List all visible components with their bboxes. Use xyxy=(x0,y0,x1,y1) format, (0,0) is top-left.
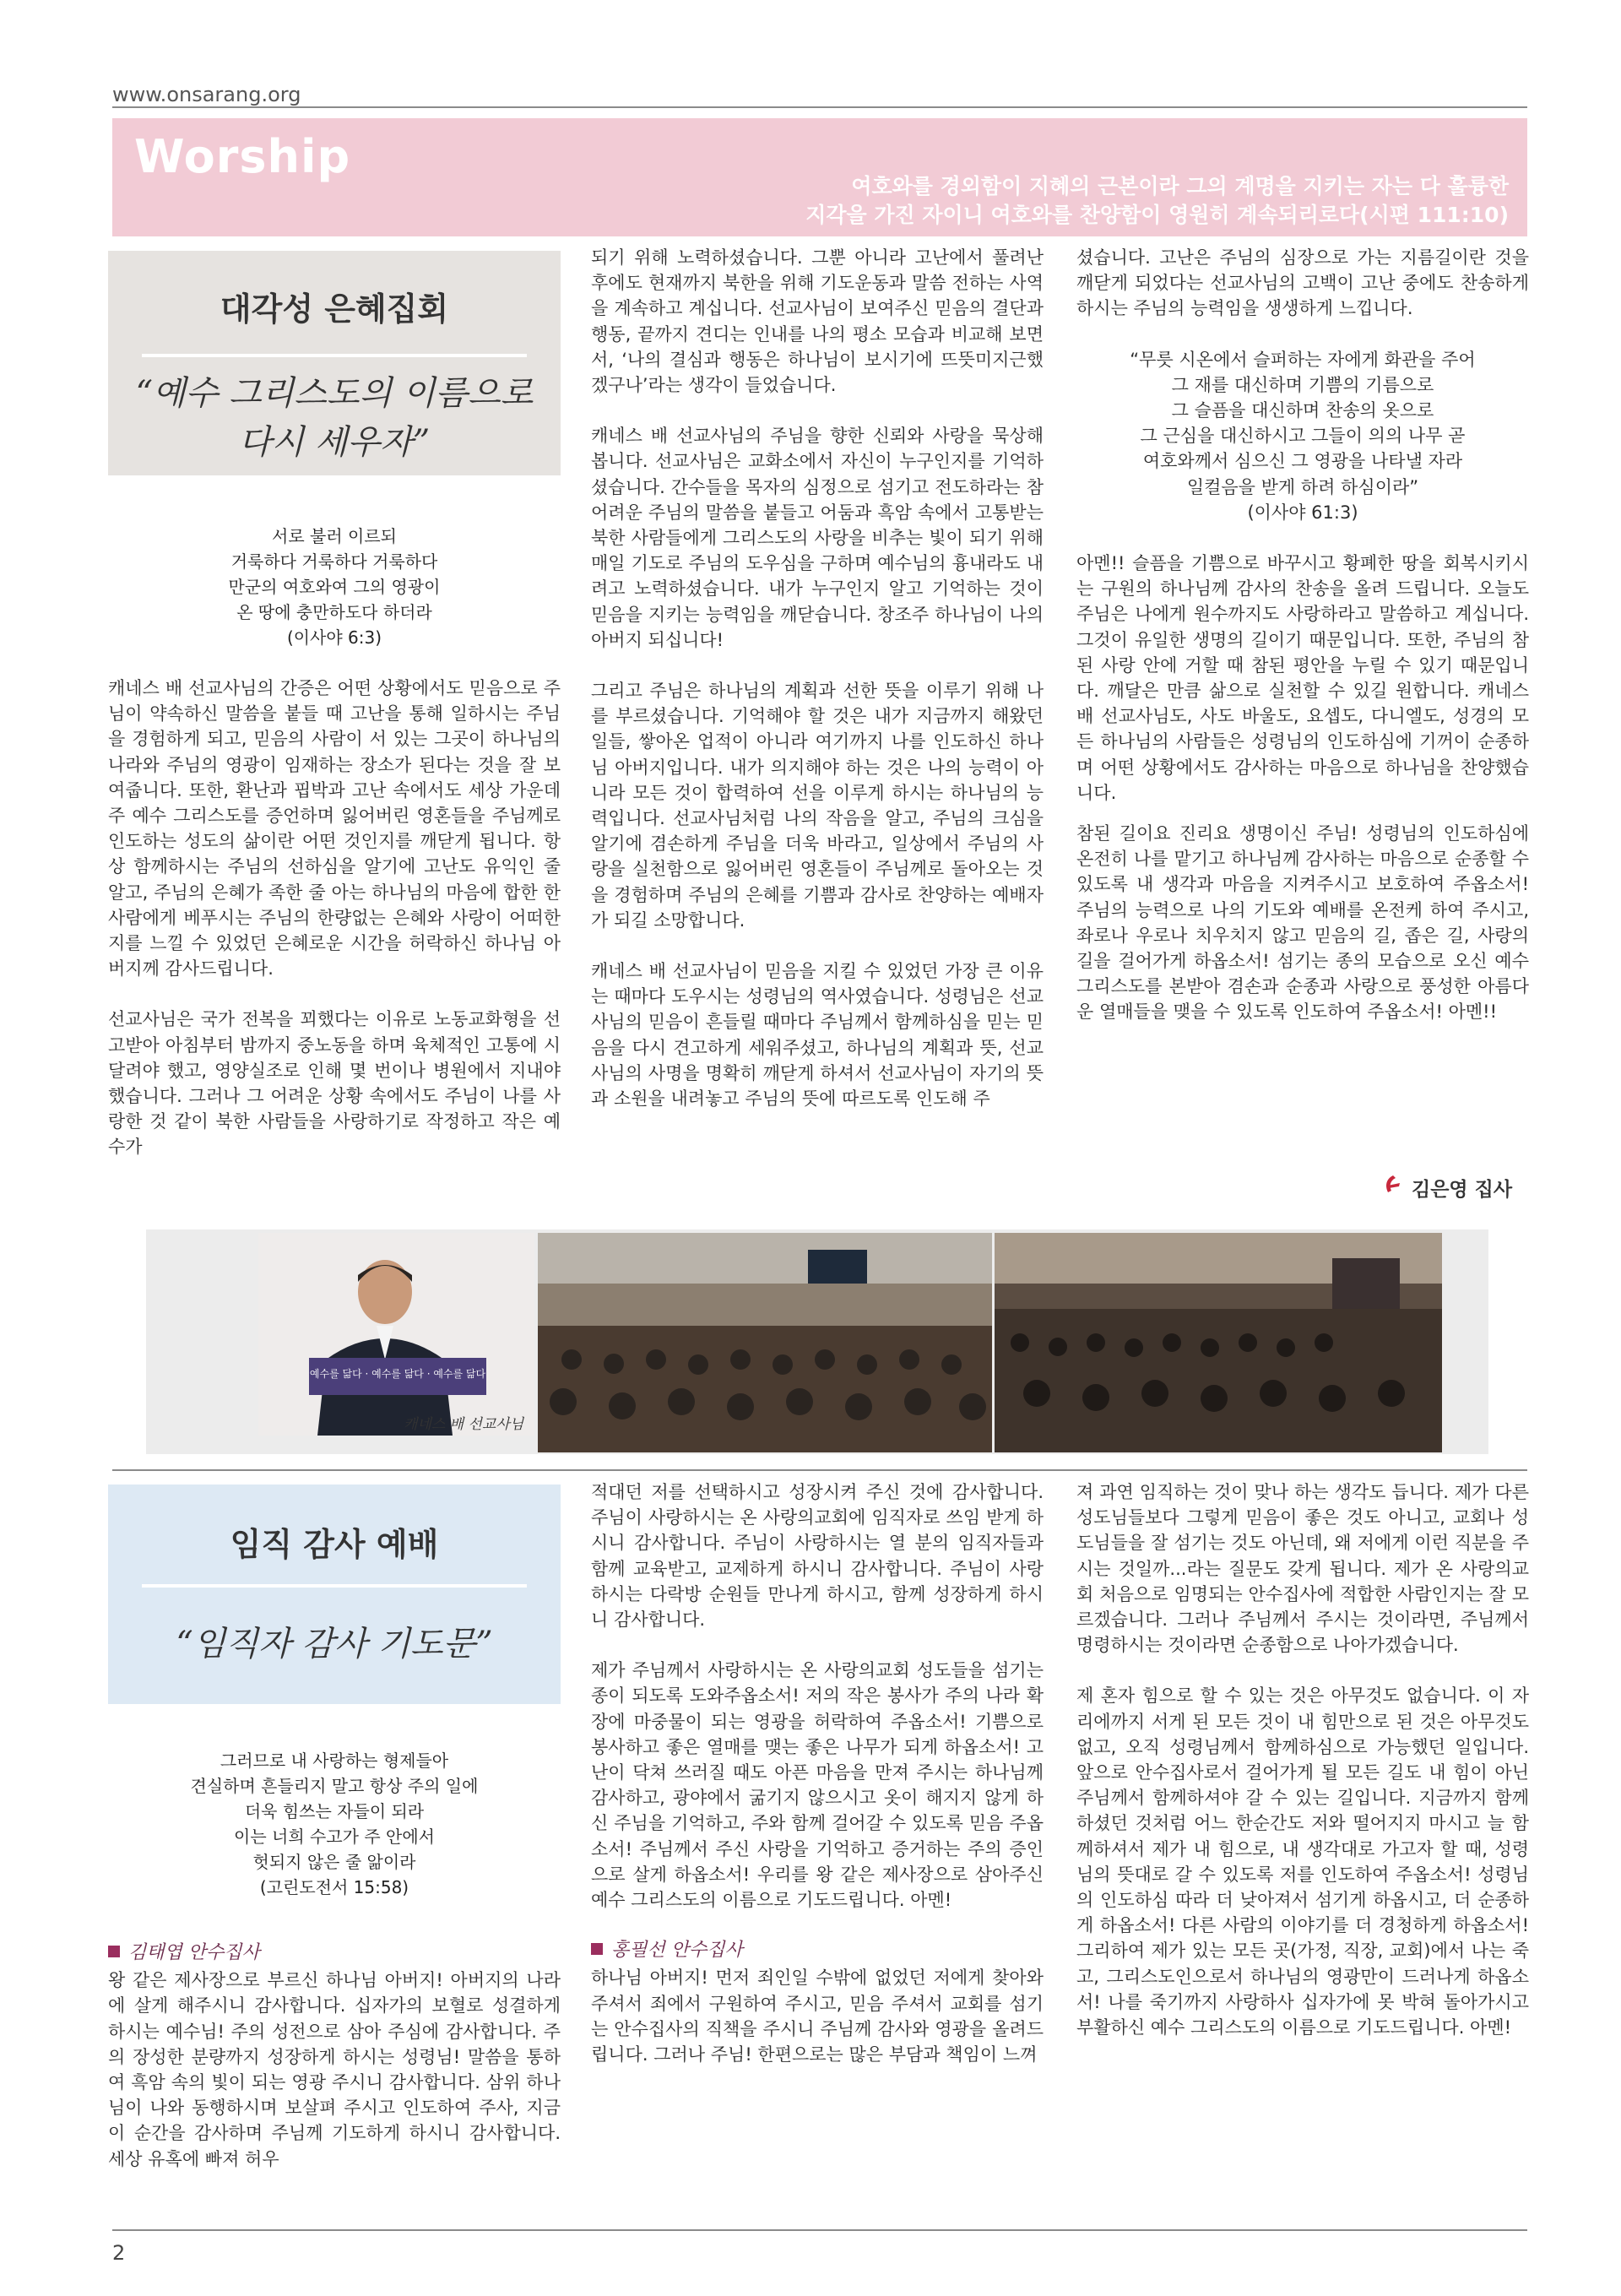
article2-subtitle: “임직자 감사 기도문” xyxy=(176,1625,493,1664)
article1-scripture: 서로 불러 이르되 거룩하다 거룩하다 거룩하다 만군의 여호와여 그의 영광이 온 땅에 충만하도다 하더라 (이사야 6:3) xyxy=(228,526,441,648)
article1-column-3 xyxy=(1076,245,1529,1025)
paragraph: 아멘!! 슬픔을 기쁨으로 바꾸시고 황폐한 땅을 회복시키시는 구원의 하나님께 감사의 찬송을 올려 드립니다. 오늘도 주님은 나에게 원수까지도 사랑하라고 말씀하고 계십니다. 그것이 유일한 생명의 길이기 때문입니다. 또한, 주님의 참된 사랑 안에 거할 때 참된 평안을 누릴 수 있기 때문입니다. 깨달은 만큼 삶으로 실천할 수 있길 원합니다. 캐네스 배 선교사님도, 사도 바울도, 요셉도, 다니엘도, 성경의 모든 하나님의 사람들은 성령님의 인도하심에 기꺼이 순종하며 어떤 상황에서도 감사하는 마음으로 하나님을 찬양했습니다. xyxy=(1076,553,1529,803)
paragraph: 캐네스 배 선교사님의 간증은 어떤 상황에서도 믿음으로 주님이 약속하신 말씀을 붙들 때 고난을 통해 일하시는 주님을 경험하게 되고, 믿음의 사람이 서 있는 그곳이 하나님의 나라와 주님의 영광이 임재하는 장소가 된다는 것을 잘 보여줍니다. 또한, 환난과 핍박과 고난 속에서도 세상 가운데 주 예수 그리스도를 증언하며 잃어버린 영혼들을 주님께로 인도하는 성도의 삶이란 어떤 것인지를 깨닫게 됩니다. 항상 함께하시는 주님의 선하심을 알기에 고난도 유익인 줄 알고, 주님의 은혜가 족한 줄 아는 하나님의 마음에 합한 한 사람에게 베푸시는 주님의 한량없는 은혜와 사랑이 어떠한지를 느낄 수 있었던 은혜로운 시간을 허락하신 하나님 아버지께 감사드립니다. xyxy=(108,678,561,980)
paragraph: 하나님 아버지! 먼저 죄인일 수밖에 없었던 저에게 찾아와 주셔서 죄에서 구원하여 주시고, 믿음 주셔서 교회를 섬기는 안수집사의 직책을 주시니 주님께 감사와 영광을 올려드립니다. 그러나 주님! 한편으로는 많은 부담과 책임이 느껴 xyxy=(591,1968,1044,2065)
article1-subtitle: “예수 그리스도의 이름으로 다시 세우자” xyxy=(135,374,534,462)
paragraph: 제가 주님께서 사랑하시는 온 사랑의교회 성도들을 섬기는 종이 되도록 도와주옵소서! 저의 작은 봉사가 주의 나라 확장에 마중물이 되는 영광을 허락하여 주옵소서! 기쁨으로 봉사하고 좋은 열매를 맺는 좋은 나무가 되게 하옵소서! 고난이 닥쳐 쓰러질 때도 아픈 마음을 만져 주시는 하나님께 감사하고, 광야에서 굶기지 않으시고 옷이 해지지 않게 하신 주님을 기억하고, 주와 함께 걸어갈 수 있도록 믿음 주옵소서! 주님께서 주신 사랑을 기억하고 증거하는 주의 증인으로 살게 하옵소서! 우리를 왕 같은 제사장으로 삼아주신 예수 그리스도의 이름으로 기도드립니다. 아멘! xyxy=(591,1660,1044,1911)
speaker-photo xyxy=(258,1233,534,1436)
quote-block: “무릇 시온에서 슬퍼하는 자에게 화관을 주어 그 재를 대신하며 기쁨의 기름으로 그 슬픔을 대신하며 찬송의 옷으로 그 근심을 대신하시고 그들이 의의 나무 곧 여호와께서 심으신 그 영광을 나타낼 자라 일컬음을 받게 하려 하심이라” (이사야 61:3) xyxy=(1130,349,1476,523)
section-title: Worship xyxy=(134,130,351,183)
podium-banner-text: 예수를 닮다 · 예수를 닮다 · 예수를 닮다 xyxy=(309,1368,486,1380)
article2-column-3 xyxy=(1076,1479,1529,2040)
top-divider xyxy=(112,106,1527,108)
title-divider xyxy=(142,1584,527,1588)
article2-scripture: 그러므로 내 사랑하는 형제들아 견실하며 흔들리지 말고 항상 주의 일에 더욱 힘쓰는 자들이 되라 이는 너희 수고가 주 안에서 헛되지 않은 줄 앎이라 (고린도전서 15:58) xyxy=(190,1750,479,1897)
author-heading: 김태엽 안수집사 xyxy=(108,1940,561,1966)
article1-column-2 xyxy=(591,245,1044,1111)
photo-caption: 캐네스 배 선교사님 xyxy=(404,1416,524,1433)
author-heading: 홍필선 안수집사 xyxy=(591,1938,1044,1963)
paragraph: 져 과연 임직하는 것이 맞나 하는 생각도 듭니다. 제가 다른 성도님들보다 그렇게 믿음이 좋은 것도 아니고, 교회나 성도님들을 잘 섬기는 것도 아닌데, 왜 저에게 이런 직분을 주시는 것일까...라는 질문도 갖게 됩니다. 제가 온 사랑의교회 처음으로 임명되는 안수집사에 적합한 사람인지는 잘 모르겠습니다. 그러나 주님께서 주시는 것이라면, 주님께서 명령하시는 것이라면 순종함으로 나아가겠습니다. xyxy=(1076,1482,1529,1656)
congregation-image-1 xyxy=(538,1233,992,1452)
banner-verse: 여호와를 경외함이 지혜의 근본이라 그의 계명을 지키는 자는 다 훌륭한 지각을 가진 자이니 여호와를 찬양함이 영원히 계속되리로다(시편 111:10) xyxy=(805,174,1509,227)
paragraph: 왕 같은 제사장으로 부르신 하나님 아버지! 아버지의 나라에 살게 해주시니 감사합니다. 십자가의 보혈로 성결하게 하시는 예수님! 주의 성전으로 삼아 주심에 감사합니다. 주의 장성한 분량까지 성장하게 하시는 성령님! 말씀을 통하여 흑암 속의 빛이 되는 영광 주시니 감사합니다. 삼위 하나님이 나와 동행하시며 보살펴 주시고 인도하여 주사, 지금 이 순간을 감사하며 주님께 기도하게 하시니 감사합니다. 세상 유혹에 빠져 허우 xyxy=(108,1970,561,2169)
paragraph: 캐네스 배 선교사님의 주님을 향한 신뢰와 사랑을 묵상해 봅니다. 선교사님은 교화소에서 자신이 누구인지를 기억하셨습니다. 간수들을 목자의 심정으로 섬기고 전도하라는 참 어려운 주님의 말씀을 붙들고 어둠과 흑암 속에서 고통받는 북한 사람들에게 그리스도의 사랑을 비추는 빛이 되기 위해 매일 기도로 주님의 도우심을 구하며 예수님의 흉내라도 내려고 노력하셨습니다. 내가 누구인지 알고 기억하는 것이 믿음을 지키는 능력임을 깨닫습니다. 창조주 하나님이 나의 아버지 되십니다! xyxy=(591,426,1044,650)
article1-column-1 xyxy=(108,676,561,1160)
site-url: www.onsarang.org xyxy=(112,83,301,106)
paragraph: 셨습니다. 고난은 주님의 심장으로 가는 지름길이란 것을 깨닫게 되었다는 선교사님의 고백이 고난 중에도 찬송하게 하시는 주님의 능력임을 생생하게 느낍니다. xyxy=(1076,247,1529,319)
congregation-image-2 xyxy=(995,1233,1442,1452)
bullet-square-icon xyxy=(591,1943,603,1955)
congregation-photo-1 xyxy=(538,1233,992,1452)
article2-column-1 xyxy=(108,1940,561,2172)
section-banner xyxy=(112,118,1527,236)
congregation-photo-2 xyxy=(995,1233,1442,1452)
paragraph: 되기 위해 노력하셨습니다. 그뿐 아니라 고난에서 풀려난 후에도 현재까지 북한을 위해 기도운동과 말씀 전하는 사역을 계속하고 계십니다. 선교사님이 보여주신 믿음의 결단과 행동, 끝까지 견디는 인내를 나의 평소 모습과 비교해 보면서, ‘나의 결심과 행동은 하나님이 보시기에 뜨뜻미지근했겠구나’라는 생각이 들었습니다. xyxy=(591,247,1044,396)
article1-author: 김은영 집사 xyxy=(1412,1179,1513,1201)
speaker-image xyxy=(258,1233,534,1436)
article2-title: 임직 감사 예배 xyxy=(230,1526,439,1563)
page-number: 2 xyxy=(112,2241,126,2265)
paragraph: 선교사님은 국가 전복을 꾀했다는 이유로 노동교화형을 선고받아 아침부터 밤까지 중노동을 하며 육체적인 고통에 시달려야 했고, 영양실조로 인해 몇 번이나 병원에서 지내야 했습니다. 그러나 그 어려운 상황 속에서도 주님이 나를 사랑한 것 같이 북한 사람들을 사랑하기로 작정하고 작은 예수가 xyxy=(108,1009,561,1158)
paragraph: 그리고 주님은 하나님의 계획과 선한 뜻을 이루기 위해 나를 부르셨습니다. 기억해야 할 것은 내가 지금까지 해왔던 일들, 쌓아온 업적이 아니라 여기까지 나를 인도하신 하나님 아버지입니다. 내가 의지해야 하는 것은 나의 능력이 아니라 모든 것이 합력하여 선을 이루게 하시는 하나님의 능력입니다. 선교사님처럼 나의 작음을 알고, 주님의 크심을 알기에 겸손하게 주님을 더욱 바라고, 일상에서 주님의 사랑을 실천함으로 잃어버린 영혼들이 주님께로 돌아오는 것을 경험하며 주님의 은혜를 기쁨과 감사로 찬양하는 예배자가 되길 소망합니다. xyxy=(591,681,1044,931)
bullet-square-icon xyxy=(108,1946,120,1957)
paragraph: 제 혼자 힘으로 할 수 있는 것은 아무것도 없습니다. 이 자리에까지 서게 된 모든 것이 내 힘만으로 된 것은 아무것도 없고, 오직 성령님께서 함께하심으로 가능했던 일입니다. 앞으로 안수집사로서 걸어가게 될 모든 길도 내 힘이 아닌 주님께서 함께하셔야 갈 수 있는 길입니다. 지금까지 함께 하셨던 것처럼 어느 한순간도 저와 떨어지지 마시고 늘 함께하셔서 제가 내 힘으로, 내 생각대로 가고자 할 때, 성령님의 뜻대로 갈 수 있도록 저를 인도하여 주옵소서! 성령님의 인도하심 따라 더 낮아져서 섬기게 하옵시고, 더 순종하게 하옵소서! 다른 사람의 이야기를 더 경청하게 하옵소서! 그리하여 제가 있는 모든 곳(가정, 직장, 교회)에서 나는 죽고, 그리스도인으로서 하나님의 영광만이 드러나게 하옵소서! 나를 죽기까지 사랑하사 십자가에 못 박혀 돌아가시고 부활하신 예수 그리스도의 이름으로 기도드립니다. 아멘! xyxy=(1076,1685,1529,2038)
article2-column-2 xyxy=(591,1479,1044,2067)
middle-divider xyxy=(112,1469,1527,1471)
article1-title-box xyxy=(108,251,561,475)
article1-title: 대각성 은혜집회 xyxy=(220,290,449,328)
paragraph: 적대던 저를 선택하시고 성장시켜 주신 것에 감사합니다. 주님이 사랑하시는 온 사랑의교회에 임직자로 쓰임 받게 하시니 감사합니다. 주님이 사랑하시는 열 분의 임직자들과 함께 교육받고, 교제하게 하시니 감사합니다. 주님이 사랑하시는 다락방 순원들 만나게 하시고, 함께 성장하게 하시니 감사합니다. xyxy=(591,1482,1044,1631)
title-divider xyxy=(142,354,527,357)
paragraph: 참된 길이요 진리요 생명이신 주님! 성령님의 인도하심에 온전히 나를 맡기고 하나님께 감사하는 마음으로 순종할 수 있도록 내 생각과 마음을 지켜주시고 보호하여 주옵소서! 주님의 능력으로 나의 기도와 예배를 온전케 하여 주시고, 좌로나 우로나 치우치지 않고 믿음의 길, 좁은 길, 사랑의 길을 걸어가게 하옵소서! 섬기는 종의 모습으로 오신 예수 그리스도를 본받아 겸손과 순종과 사랑으로 풍성한 아름다운 열매들을 맺을 수 있도록 인도하여 주옵소서! 아멘!! xyxy=(1076,823,1529,1023)
paragraph: 캐네스 배 선교사님이 믿음을 지킬 수 있었던 가장 큰 이유는 때마다 도우시는 성령님의 역사였습니다. 성령님은 선교사님의 믿음이 흔들릴 때마다 주님께서 함께하심을 믿는 믿음을 다시 견고하게 세워주셨고, 하나님의 계획과 뜻, 선교사님의 사명을 명확히 깨닫게 하셔서 선교사님이 자기의 뜻과 소원을 내려놓고 주님의 뜻에 따르도록 인도해 주 xyxy=(591,961,1044,1110)
bottom-divider xyxy=(112,2229,1527,2231)
article2-title-box xyxy=(108,1485,561,1704)
church-logo-icon xyxy=(1381,1174,1403,1196)
